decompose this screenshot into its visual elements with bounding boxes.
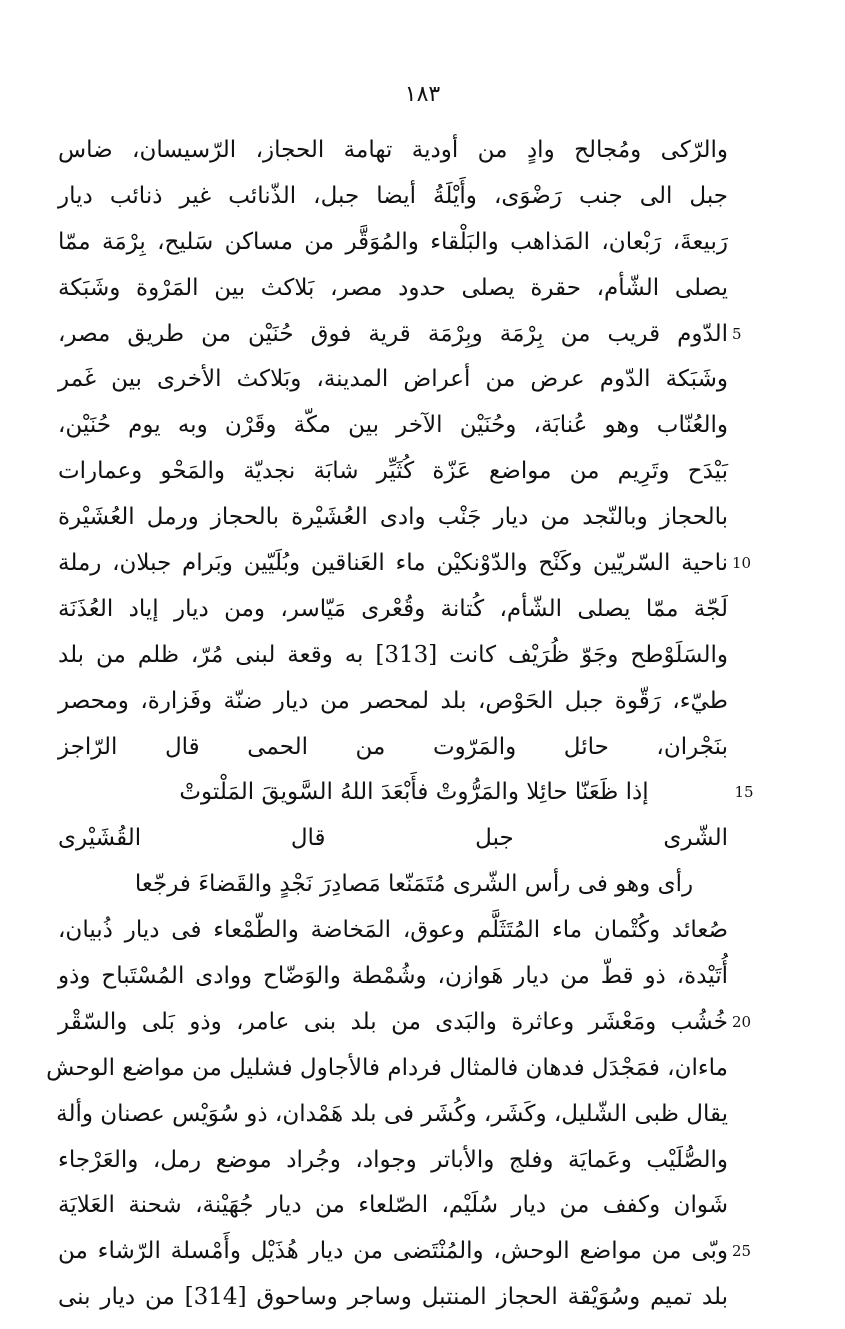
line-number: 5 [732,324,742,343]
line-number: 25 [732,1242,752,1261]
text-line-content: طيّء، رَقّوة جبل الحَوْص، بلد لمحصر من ديار ضنّة وفَزارة، ومحصر [58,687,728,714]
text-line [58,862,728,908]
text-line-content: الشّرى جبل قال القُشَيْرى [58,825,728,852]
text-line [58,908,728,954]
text-line-content: صُعائد وكُتْمان ماء المُتَثَلَّم وعوق، المَخاضة والطّمْعاء فى ديار ذُبيان، [58,917,728,944]
text-line [58,633,728,679]
text-line [58,541,752,587]
line-number: 15 [734,783,754,802]
text-line-content: ناحية السّريّين وكَنْح والدّوْنكيْن ماء العَناقين وبُلَيّين وبَرام جبلان، رملة [58,550,728,577]
text-line [58,357,728,403]
text-line-content: والصُّلَيْب وعَمايَة وفلج والأباتر وجواد، وجُراد موضع رمل، والعَرْجاء [58,1146,728,1173]
text-line-content: شَوان وكفف من ديار سُلَيْم، الصّلعاء من ديار جُهَيْنة، شحنة العَلايَة [58,1192,728,1219]
text-line [58,449,728,495]
text-line [58,770,754,816]
text-line-content: وشَبَكة الدّوم عرض من أعراض المدينة، وبَلاكث الأخرى بين غَمر [58,366,728,393]
text-line [58,1183,728,1229]
text-line-content: رأى وهو فى رأس الشّرى مُتَمَنّعا مَصادِرَ نَجْدٍ والقَضاءَ فرجّعا [134,871,694,898]
text-line [58,403,728,449]
text-line [58,1138,728,1184]
line-number: 20 [732,1012,752,1031]
text-line-content: الدّوم قريب من بِرْمَة وبِرْمَة قرية فوق حُنَيْن من طريق مصر، [58,320,728,347]
text-line-content: والسَلَوْطح وجَوّ ظُرَيْف كانت [313] به وقعة لبنى مُرّ، ظلم من بلد [58,641,728,668]
text-line-content: يقال ظبى الشّليل، وكَشَر، وكُشَر فى بلد هَمْدان، ذو سُوَيْس عصنان وألة [56,1100,728,1127]
text-line-content: جبل الى جنب رَضْوَى، وأَيْلَةُ أيضا جبل، الذّنائب غير ذنائب ديار [58,182,728,209]
text-line [58,174,728,220]
text-line [58,816,728,862]
text-line-content: بالحجاز وبالنّجد من ديار جَنْب وادى العُشَيْرة بالحجاز ورمل العُشَيْرة [58,504,728,531]
text-line-content: والرّكى ومُجالح وادٍ من أودية تهامة الحجاز، الرّسيسان، ضاس [58,137,728,163]
line-number: 10 [732,554,752,573]
text-line [58,128,728,174]
text-line [58,266,728,312]
text-line [58,312,742,358]
text-line [58,220,728,266]
text-line-content: لَجّة ممّا يصلى الشّأم، كُتانة وقُعْرى مَيّاسر، ومن ديار إياد العُذَنَة [58,595,728,622]
page-number: ١٨٣ [404,82,441,107]
text-line [58,954,728,1000]
text-line-content: والعُنّاب وهو عُنابَة، وحُنَيْن الآخر بين مكّة وقَرْن وبه يوم حُنَيْن، [58,412,728,439]
text-line [58,1229,752,1275]
text-line [58,587,728,633]
text-line-content: بلد تميم وسُوَيْقة الحجاز المنتبل وساجر وساحوق [314] من ديار بنى [58,1284,728,1311]
text-line [58,679,728,725]
arabic-text-body [46,128,754,1321]
text-line [58,495,728,541]
text-line [58,1275,728,1321]
text-line-content: إذا ظَعَنّا حائِلا والمَرُّوتْ فأَبْعَدَ اللهُ السَّويقَ المَلْتوتْ [179,779,649,806]
text-line [58,1000,752,1046]
text-line-content: يصلى الشّأم، حقرة يصلى حدود مصر، بَلاكث بين المَرْوة وشَبَكة [58,274,728,301]
text-line-content: خُشُب ومَعْشَر وعاثرة والبَدى من بلد بنى عامر، وذو بَلى والسّقْر [58,1008,728,1035]
text-line-content: بنَجْران، حائل والمَرّوت من الحمى قال الرّاجز [58,733,728,760]
text-line-content: ماءان، فمَجْدَل فدهان فالمثال فردام فالأجاول فشليل من مواضع الوحش [46,1054,728,1081]
text-line-content: بَيْدَح وتَرِيم من مواضع عَزّة كُثَيِّر شابَة نجديّة والمَحْو وعمارات [58,458,728,485]
text-line [58,725,728,771]
text-line-content: وبّى من مواضع الوحش، والمُنْتَضى من ديار هُذَيْل وأَمْسلة الرّشاء من [58,1238,728,1265]
text-line [58,1092,728,1138]
text-line [46,1046,728,1092]
text-line-content: رَبيعةَ، رَبْعان، المَذاهب والبَلْقاء والمُوَقَّر من مساكن سَليح، بِرْمَة ممّا [58,228,728,255]
text-line-content: أُتَيْدة، ذو قطّ من ديار هَوازن، وشُمْطة والوَضّاح ووادى المُسْتَباح وذو [58,963,728,990]
